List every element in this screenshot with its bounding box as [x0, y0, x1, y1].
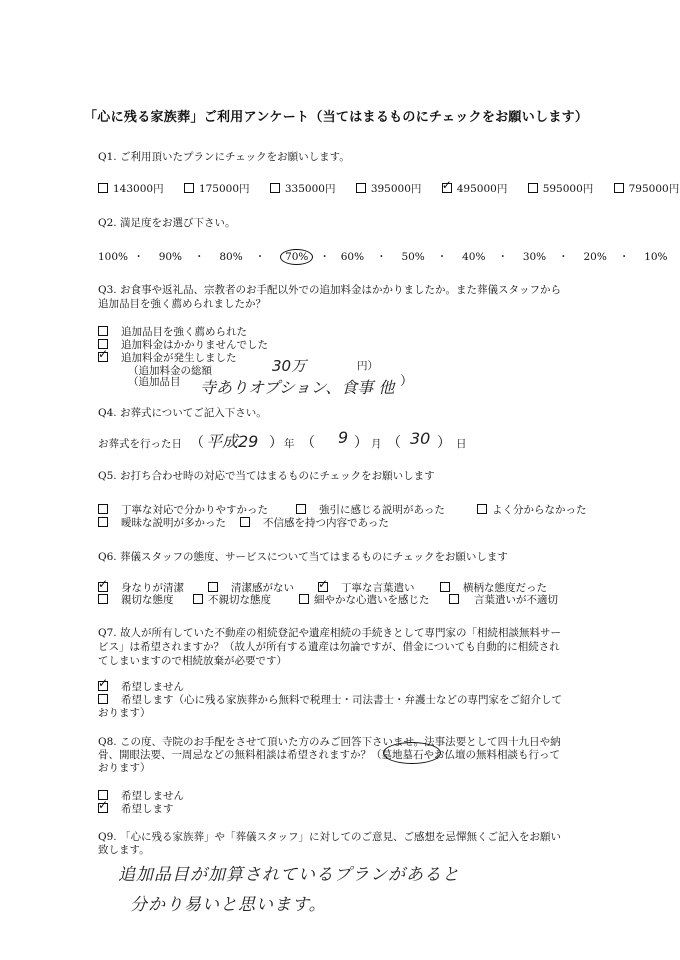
- scale-item[interactable]: 10%: [644, 251, 668, 263]
- paren-close: ）: [269, 435, 283, 451]
- scale-item-selected[interactable]: 70%: [280, 249, 316, 265]
- checkbox-checked[interactable]: [98, 352, 108, 362]
- q8-text: Q8. この度、寺院のお手配をさせて頂いた方のみご回答下さいませ。法事法要として四十九日や納: [98, 736, 561, 748]
- checkbox[interactable]: [240, 517, 250, 527]
- total-label: （追加料金の総額: [128, 365, 212, 377]
- checkbox[interactable]: [98, 504, 108, 514]
- q7-option-cont: おります）: [98, 707, 151, 719]
- q9-answer-line1[interactable]: 追加品目が加算されているプランがあると: [118, 865, 460, 885]
- scale-dot: ・: [254, 251, 266, 263]
- scale-dot: ・: [497, 251, 508, 263]
- q6-option[interactable]: 言葉遣いが不適切: [449, 592, 558, 607]
- checkbox[interactable]: [299, 594, 309, 604]
- scale-dot: ・: [558, 251, 569, 263]
- q1-option[interactable]: 143000円: [98, 183, 164, 195]
- total-unit: 円）: [357, 360, 378, 372]
- q7-text-cont: てしまいますので相続放棄が必要です）: [98, 655, 287, 667]
- q1-option[interactable]: 595000円: [528, 183, 594, 195]
- scale-item[interactable]: 90%: [158, 251, 183, 263]
- checkbox[interactable]: [270, 183, 280, 193]
- checkbox[interactable]: [356, 183, 366, 193]
- date-label: お葬式を行った日: [98, 438, 182, 450]
- day-label: 日: [456, 438, 467, 450]
- checkbox[interactable]: [296, 504, 306, 514]
- q5-text: Q5. お打ち合わせ時の対応で当てはまるものにチェックをお願いします: [98, 470, 435, 482]
- q9-text: Q9. 「心に残る家族葬」や「葬儀スタッフ」に対してのご意見、ご感想を忌憚無くご記入をお願い: [98, 831, 561, 843]
- scale-item[interactable]: 100%: [98, 251, 129, 263]
- scale-dot: ・: [618, 251, 630, 263]
- scale-dot: ・: [319, 251, 330, 263]
- era-value[interactable]: 平成29: [206, 432, 259, 451]
- q6-option[interactable]: 細やかな心遣いを感じた: [299, 592, 430, 607]
- paren-open: （: [301, 435, 315, 451]
- satisfaction-scale: [98, 249, 676, 265]
- day-value[interactable]: 30: [410, 429, 431, 448]
- q2-text: Q2. 満足度をお選び下さい。: [98, 217, 236, 229]
- q6-option[interactable]: 不親切な態度: [193, 592, 271, 607]
- year-label: 年: [284, 438, 295, 450]
- q7-text-cont: ビス」は希望されますか？（故人が所有する遺産は勿論ですが、借金についても自動的に相続され: [98, 641, 560, 653]
- checkbox-checked[interactable]: [442, 183, 452, 193]
- checkbox[interactable]: [208, 582, 218, 592]
- q7-text: Q7. 故人が所有していた不動産の相続登記や遺産相続の手続きとして専門家の「相続相談無料サー: [98, 627, 561, 639]
- checkbox[interactable]: [449, 594, 459, 604]
- q5-option[interactable]: よく分からなかった: [477, 502, 587, 517]
- checkbox[interactable]: [193, 594, 203, 604]
- q1-option[interactable]: 795000円: [614, 183, 680, 195]
- paren-open: （: [387, 435, 401, 451]
- q6-option[interactable]: ✓ 丁寧な言葉遣い: [318, 580, 415, 595]
- q1-option[interactable]: 175000円: [184, 183, 250, 195]
- q8-option[interactable]: 希望しません: [98, 788, 184, 803]
- paren-close: ）: [354, 435, 368, 451]
- scale-item[interactable]: 80%: [219, 251, 243, 263]
- scale-dot: ・: [436, 251, 448, 263]
- scale-dot: ・: [194, 251, 205, 263]
- q1-text: Q1. ご利用頂いたプランにチェックをお願いします。: [98, 151, 350, 163]
- checkbox[interactable]: [98, 694, 108, 704]
- checkbox[interactable]: [477, 504, 487, 514]
- q6-option[interactable]: 清潔感がない: [208, 580, 294, 595]
- total-value[interactable]: 30万: [272, 357, 307, 375]
- q8-text-cont: 骨、開眼法要、一周忌などの無料相談は希望されますか？（墓地墓石やお仏壇の無料相談も行って: [98, 749, 560, 761]
- q4-text: Q4. お葬式についてご記入下さい。: [98, 407, 267, 419]
- scale-dot: ・: [133, 251, 144, 263]
- paren-close: ）: [437, 435, 451, 451]
- checkbox[interactable]: [98, 517, 108, 527]
- scale-item[interactable]: 20%: [583, 251, 607, 263]
- survey-title: 「心に残る家族葬」ご利用アンケート（当てはまるものにチェックをお願いします）: [84, 110, 589, 125]
- q1-option[interactable]: 395000円: [356, 183, 422, 195]
- q1-option[interactable]: ✓ 495000円: [442, 183, 508, 195]
- checkbox-checked[interactable]: [98, 582, 108, 592]
- q9-text-cont: 致します。: [98, 844, 150, 856]
- checkbox[interactable]: [98, 594, 108, 604]
- items-value[interactable]: 寺ありオプション、食事 他: [200, 378, 395, 397]
- checkbox[interactable]: [98, 183, 108, 193]
- scale-dot: ・: [376, 251, 387, 263]
- q7-option[interactable]: ✓希望しません: [98, 679, 184, 694]
- q3-text-cont: 追加品目を強く薦められましたか？: [98, 298, 266, 310]
- q1-option[interactable]: 335000円: [270, 183, 336, 195]
- q5-option[interactable]: 曖昧な説明が多かった: [98, 515, 226, 530]
- month-label: 月: [371, 438, 382, 450]
- month-value[interactable]: 9: [338, 428, 349, 447]
- q6-option[interactable]: 横柄な態度だった: [440, 580, 547, 595]
- checkbox[interactable]: [440, 582, 450, 592]
- q7-option[interactable]: 希望します（心に残る家族葬から無料で税理士・司法書士・弁護士などの専門家をご紹介して: [98, 692, 562, 707]
- scale-item[interactable]: 60%: [340, 251, 365, 263]
- q3-option[interactable]: 追加品目を強く薦められた: [98, 324, 247, 339]
- scale-item[interactable]: 50%: [401, 251, 425, 263]
- checkbox-checked[interactable]: [98, 681, 108, 691]
- checkbox[interactable]: [528, 183, 538, 193]
- checkbox-checked[interactable]: [98, 803, 108, 813]
- items-label: （追加品目: [128, 376, 181, 388]
- q6-text: Q6. 葬儀スタッフの態度、サービスについて当てはまるものにチェックをお願いします: [98, 551, 508, 563]
- hand-drawn-circle: [383, 742, 441, 764]
- checkbox[interactable]: [184, 183, 194, 193]
- q1-options: [98, 181, 679, 196]
- q5-option[interactable]: 不信感を持つ内容であった: [240, 515, 389, 530]
- checkbox[interactable]: [98, 326, 108, 336]
- checkbox[interactable]: [614, 183, 624, 193]
- q3-option[interactable]: 追加料金はかかりませんでした: [98, 337, 268, 352]
- q3-text: Q3. お食事や返礼品、宗教者のお手配以外での追加料金はかかりましたか。また葬儀スタッフから: [98, 284, 561, 296]
- checkbox-checked[interactable]: [318, 582, 328, 592]
- q3-option[interactable]: ✓追加料金が発生しました: [98, 350, 237, 365]
- q6-option[interactable]: ✓身なりが清潔: [98, 580, 184, 595]
- scale-item[interactable]: 30%: [522, 251, 547, 263]
- items-close: ）: [400, 374, 414, 389]
- q5-option[interactable]: 丁寧な対応で分かりやすかった: [98, 502, 268, 517]
- scale-item[interactable]: 40%: [462, 251, 486, 263]
- q6-option[interactable]: 親切な態度: [98, 592, 174, 607]
- q8-option[interactable]: ✓希望します: [98, 801, 174, 816]
- q9-answer-line2[interactable]: 分かり易いと思います。: [130, 895, 327, 915]
- q8-text-cont: おります）: [98, 762, 151, 774]
- q5-option[interactable]: 強引に感じる説明があった: [296, 502, 445, 517]
- paren-open: （: [190, 435, 204, 451]
